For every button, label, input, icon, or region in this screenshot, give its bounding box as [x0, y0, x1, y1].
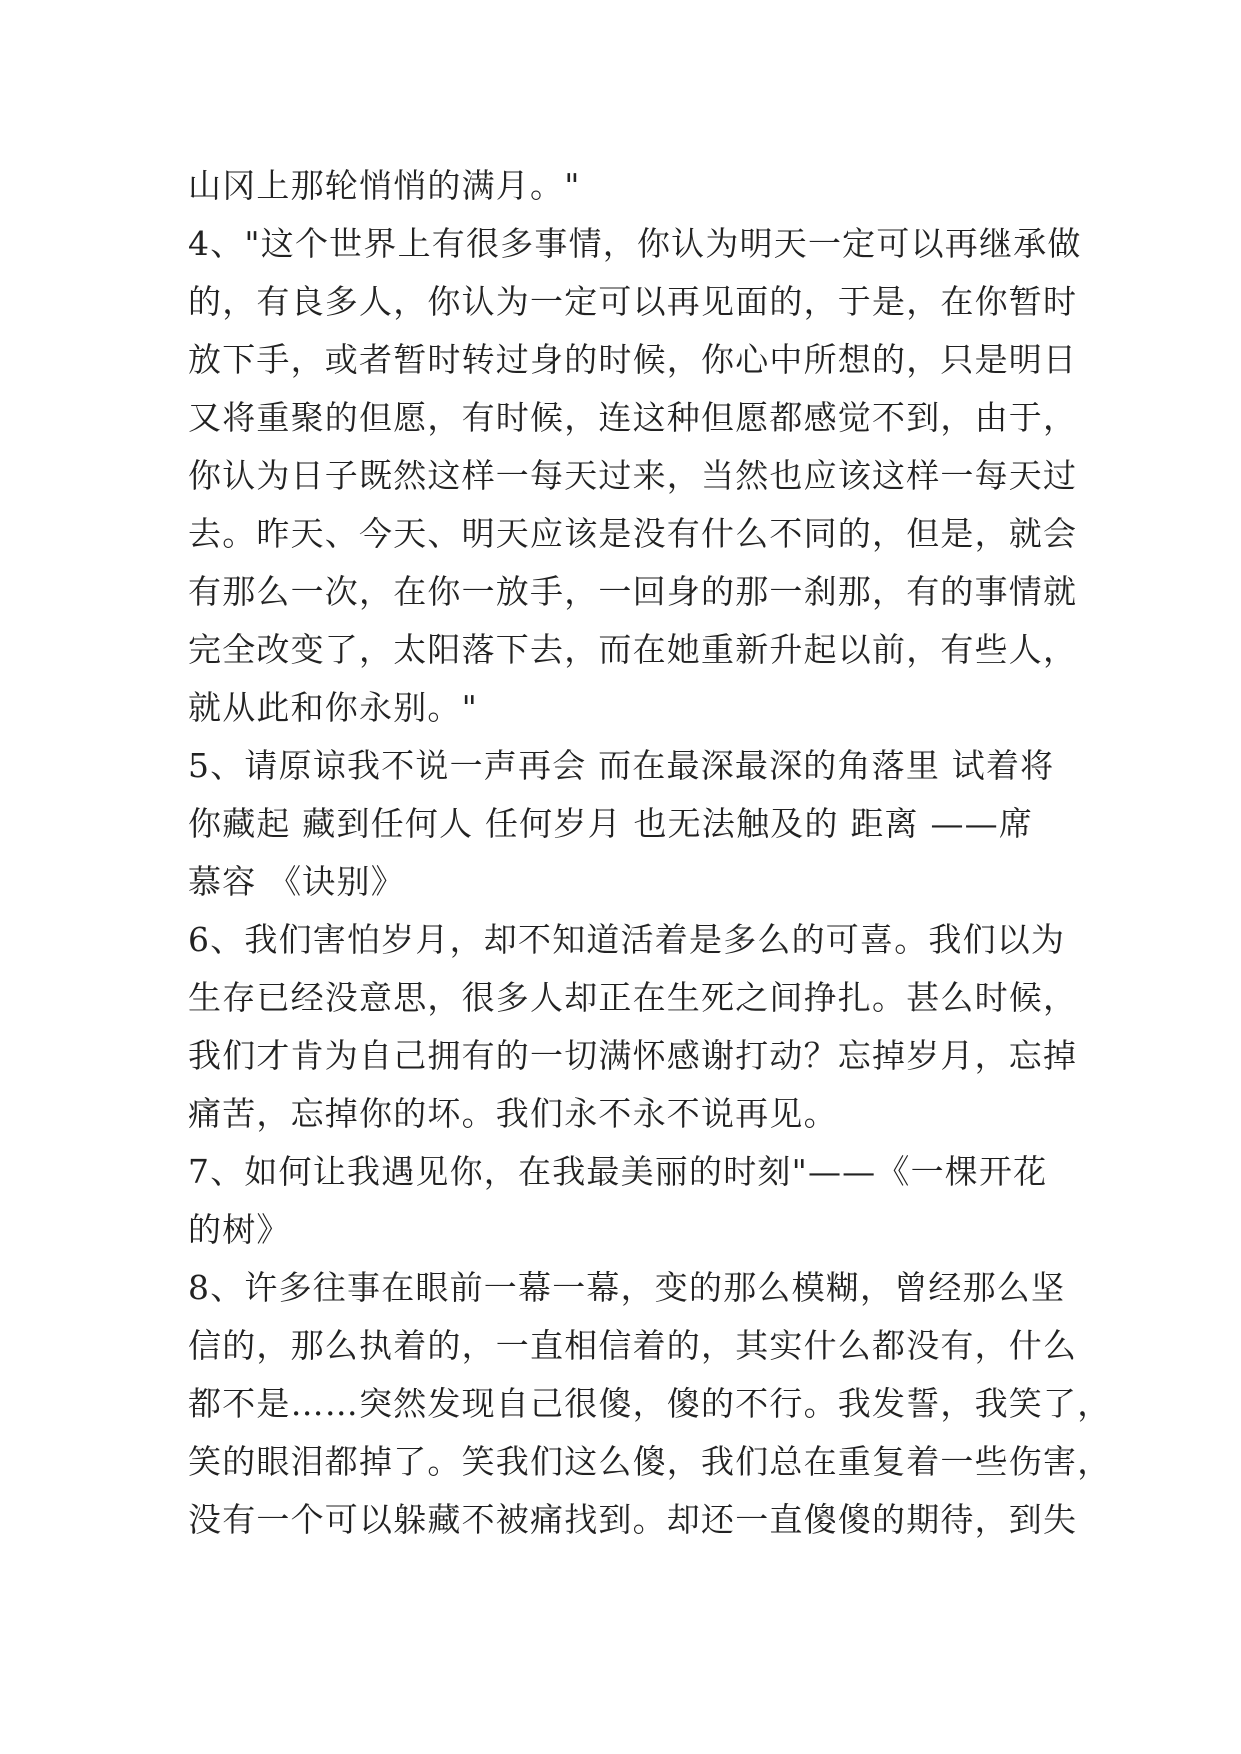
- text-line: 7、如何让我遇见你，在我最美丽的时刻"——《一棵开花: [188, 1152, 1048, 1191]
- text-line: 慕容 《诀别》: [188, 862, 405, 901]
- text-line: 放下手，或者暂时转过身的时候，你心中所想的，只是明日: [188, 340, 1078, 379]
- text-line: 5、请原谅我不说一声再会 而在最深最深的角落里 试着将: [188, 746, 1055, 785]
- text-line: 生存已经没意思，很多人却正在生死之间挣扎。甚么时候，: [188, 978, 1078, 1017]
- text-line: 我们才肯为自己拥有的一切满怀感谢打动？忘掉岁月，忘掉: [188, 1036, 1078, 1075]
- text-line: 痛苦，忘掉你的坏。我们永不永不说再见。: [188, 1094, 838, 1133]
- body-text: [188, 157, 1112, 1549]
- text-line: 山冈上那轮悄悄的满月。": [188, 166, 581, 205]
- text-line: 就从此和你永别。": [188, 688, 478, 727]
- text-line: 6、我们害怕岁月，却不知道活着是多么的可喜。我们以为: [188, 920, 1066, 959]
- text-line: 都不是……突然发现自己很傻，傻的不行。我发誓，我笑了，: [188, 1384, 1112, 1423]
- text-line: 8、许多往事在眼前一幕一幕，变的那么模糊，曾经那么坚: [188, 1268, 1066, 1307]
- text-line: 的，有良多人，你认为一定可以再见面的，于是，在你暂时: [188, 282, 1078, 321]
- text-line: 笑的眼泪都掉了。笑我们这么傻，我们总在重复着一些伤害，: [188, 1442, 1112, 1481]
- text-line: 信的，那么执着的，一直相信着的，其实什么都没有，什么: [188, 1326, 1078, 1365]
- text-line: 完全改变了，太阳落下去，而在她重新升起以前，有些人，: [188, 630, 1078, 669]
- text-line: 有那么一次，在你一放手，一回身的那一刹那，有的事情就: [188, 572, 1078, 611]
- text-line: 你藏起 藏到任何人 任何岁月 也无法触及的 距离 ——席: [188, 804, 1034, 843]
- text-line: 你认为日子既然这样一每天过来，当然也应该这样一每天过: [188, 456, 1078, 495]
- text-line: 没有一个可以躲藏不被痛找到。却还一直傻傻的期待，到失: [188, 1500, 1078, 1539]
- text-line: 的树》: [188, 1210, 291, 1249]
- text-line: 又将重聚的但愿，有时候，连这种但愿都感觉不到，由于，: [188, 398, 1078, 437]
- text-line: 去。昨天、今天、明天应该是没有什么不同的，但是，就会: [188, 514, 1078, 553]
- text-line: 4、"这个世界上有很多事情，你认为明天一定可以再继承做: [188, 224, 1082, 263]
